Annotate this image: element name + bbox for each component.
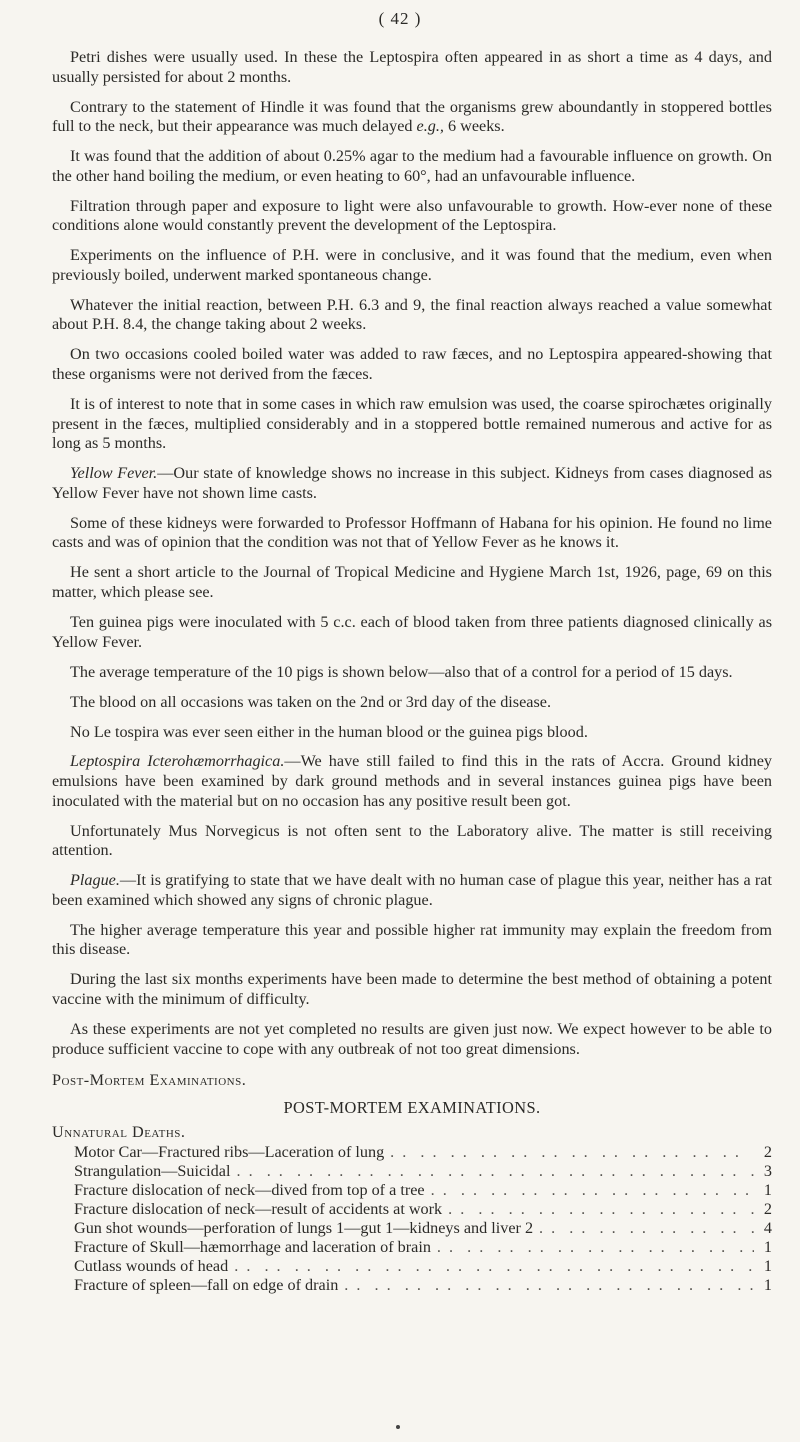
- paragraph-text: 6 weeks.: [443, 117, 505, 136]
- paragraph: Some of these kidneys were forwarded to Professor Hoffmann of Habana for his opinion. He found no lime casts and was of opinion that the condition was not that of Yellow Fever as he knows it.: [52, 513, 772, 552]
- paragraph: [52, 98, 772, 137]
- page-number: ( 42 ): [378, 9, 422, 28]
- death-description: Gun shot wounds—perforation of lungs 1—gut 1—kidneys and liver 2: [74, 1218, 534, 1237]
- paragraph: Experiments on the influence of P.H. were in conclusive, and it was found that the medium, even when previously boiled, underwent marked spontaneous change.: [52, 246, 772, 284]
- death-count: 1: [763, 1238, 772, 1257]
- leptospira-title: Leptospira Icterohæmorrhagica.: [70, 752, 285, 771]
- death-description: Fracture of spleen—fall on edge of drain: [74, 1276, 339, 1295]
- death-count: 1: [763, 1180, 772, 1199]
- report-body: [52, 48, 772, 1295]
- death-description: Cutlass wounds of head: [74, 1257, 229, 1276]
- paragraph: It is of interest to note that in some cases in which raw emulsion was used, the coarse spirochætes originally present in the fæces, multiplied considerably and in a stoppered bottle remained numerous and active for as long as 5 months.: [52, 395, 772, 453]
- page-mark: [396, 1425, 400, 1429]
- death-row: [74, 1181, 772, 1200]
- death-count: 3: [763, 1161, 772, 1180]
- leader-dots: [539, 1219, 754, 1238]
- paragraph: No Le tospira was ever seen either in the human blood or the guinea pigs blood.: [70, 722, 588, 741]
- leader-dots: [234, 1257, 754, 1276]
- death-row: [74, 1162, 772, 1181]
- paragraph-text: —It is gratifying to state that we have dealt with no human case of plague this year, neither has a rat been examined which showed any signs of chronic plague.: [52, 871, 772, 909]
- paragraph-leptospira: [52, 752, 772, 811]
- death-row: [74, 1200, 772, 1219]
- death-description: Strangulation—Suicidal: [74, 1161, 231, 1180]
- death-count: 2: [763, 1199, 772, 1218]
- death-row: [74, 1143, 772, 1162]
- paragraph-plague: [52, 871, 772, 910]
- death-row: [74, 1219, 772, 1238]
- death-description: Fracture dislocation of neck—dived from top of a tree: [74, 1180, 425, 1199]
- post-mortem-heading: Post-Mortem Examinations.: [52, 1070, 247, 1089]
- leader-dots: [236, 1162, 754, 1181]
- yellow-fever-title: Yellow Fever.: [70, 464, 158, 483]
- paragraph-yellow-fever: [52, 464, 772, 503]
- paragraph-text: —Our state of knowledge shows no increase in this subject. Kidneys from cases diagnosed as Yellow Fever have not shown lime casts.: [52, 464, 772, 502]
- paragraph: He sent a short article to the Journal of Tropical Medicine and Hygiene March 1st, 1926, page, 69 on this matter, which please see.: [52, 563, 772, 601]
- death-row: [74, 1238, 772, 1257]
- leader-dots: [448, 1200, 754, 1219]
- death-description: Fracture dislocation of neck—result of accidents at work: [74, 1199, 443, 1218]
- paragraph: It was found that the addition of about 0.25% agar to the medium had a favourable influence on growth. On the other hand boiling the medium, or even heating to 60°, had an unfavourable influence.: [52, 147, 772, 185]
- eg-italic: e.g.,: [416, 117, 444, 136]
- paragraph: During the last six months experiments have been made to determine the best method of obtaining a potent vaccine with the minimum of difficulty.: [52, 970, 772, 1008]
- paragraph: On two occasions cooled boiled water was added to raw fæces, and no Leptospira appeared-showing that these organisms were not derived from the fæces.: [52, 345, 772, 384]
- death-description: Fracture of Skull—hæmorrhage and laceration of brain: [74, 1238, 431, 1257]
- paragraph: As these experiments are not yet completed no results are given just now. We expect however to be able to produce sufficient vaccine to cope with any outbreak of not too great dimensions.: [52, 1019, 772, 1058]
- paragraph-text: —We have still failed to find this in the rats of Accra. Ground kidney emulsions have been examined by dark ground methods and in several instances guinea pigs have been inoculated with the material but on no occasion has any positive result been got.: [52, 752, 772, 810]
- paragraph: The blood on all occasions was taken on the 2nd or 3rd day of the disease.: [70, 692, 552, 711]
- plague-title: Plague.: [70, 871, 120, 890]
- leader-dots: [344, 1276, 754, 1295]
- death-row: [74, 1257, 772, 1276]
- paragraph: Ten guinea pigs were inoculated with 5 c.c. each of blood taken from three patients diagnosed clinically as Yellow Fever.: [52, 612, 772, 651]
- paragraph: Filtration through paper and exposure to light were also unfavourable to growth. How-ever none of these conditions alone would constantly prevent the development of the Leptospira.: [52, 196, 772, 235]
- leader-dots: [437, 1238, 754, 1257]
- paragraph: Petri dishes were usually used. In these the Leptospira often appeared in as short a time as 4 days, and usually persisted for about 2 months.: [52, 48, 772, 86]
- unnatural-deaths-heading: Unnatural Deaths.: [52, 1122, 186, 1141]
- paragraph: Unfortunately Mus Norvegicus is not often sent to the Laboratory alive. The matter is still receiving attention.: [52, 821, 772, 860]
- leader-dots: [390, 1143, 754, 1162]
- death-count: 1: [763, 1257, 772, 1276]
- death-count: 1: [763, 1276, 772, 1295]
- death-row: [74, 1276, 772, 1295]
- leader-dots: [431, 1181, 754, 1200]
- death-description: Motor Car—Fractured ribs—Laceration of lung: [74, 1142, 385, 1161]
- post-mortem-center-heading: POST-MORTEM EXAMINATIONS.: [283, 1097, 541, 1117]
- paragraph-text: Contrary to the statement of Hindle it was found that the organisms grew aboundantly in stoppered bottles full to the neck, but their appearance was much delayed: [52, 97, 772, 136]
- death-count: 4: [763, 1218, 772, 1237]
- paragraph: Whatever the initial reaction, between P.H. 6.3 and 9, the final reaction always reached a value somewhat about P.H. 8.4, the change taking about 2 weeks.: [52, 295, 772, 334]
- paragraph: The average temperature of the 10 pigs is shown below—also that of a control for a period of 15 days.: [70, 662, 733, 681]
- paragraph: The higher average temperature this year and possible higher rat immunity may explain the freedom from this disease.: [52, 920, 772, 959]
- death-count: 2: [763, 1142, 772, 1161]
- unnatural-deaths-list: [74, 1143, 772, 1296]
